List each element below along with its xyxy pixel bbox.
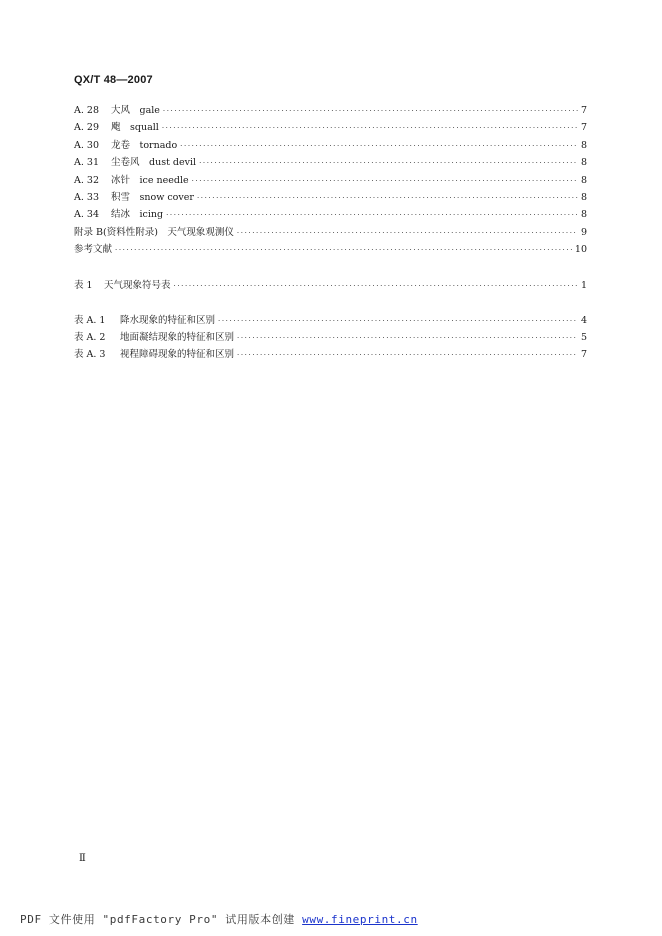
toc-entry-page: 9 xyxy=(580,227,587,238)
dot-leader xyxy=(180,139,578,153)
footer-link[interactable]: www.fineprint.cn xyxy=(302,913,418,926)
toc-entry[interactable] xyxy=(74,191,587,205)
toc-entry-page: 7 xyxy=(580,105,587,116)
toc-entry-page: 10 xyxy=(574,244,587,255)
dot-leader xyxy=(237,226,578,240)
toc-entry-title: 视程障碍现象的特征和区别 xyxy=(120,349,235,360)
toc-table-entry[interactable] xyxy=(74,348,587,362)
toc-entry-title: 参考文献 xyxy=(74,244,113,255)
toc-entry-number: A. 32 xyxy=(74,175,99,186)
toc-entry-page: 8 xyxy=(580,175,587,186)
toc-entry[interactable] xyxy=(74,139,587,153)
toc-entry-page: 7 xyxy=(580,349,587,360)
toc-entry[interactable] xyxy=(74,156,587,170)
toc-entry-title: 大风 gale xyxy=(111,105,160,116)
dot-leader xyxy=(163,104,578,118)
toc-entry-page: 8 xyxy=(580,209,587,220)
dot-leader xyxy=(197,191,578,205)
dot-leader xyxy=(237,331,578,345)
toc-entry[interactable] xyxy=(74,208,587,222)
toc-entry-number: A. 28 xyxy=(74,105,99,116)
toc-entry-references[interactable] xyxy=(74,243,587,257)
toc-entry-title: 飑 squall xyxy=(111,122,159,133)
dot-leader xyxy=(199,156,578,170)
toc-entry-number: 表 A. 3 xyxy=(74,349,106,360)
page-number: Ⅱ xyxy=(79,853,86,864)
toc-entry[interactable] xyxy=(74,174,587,188)
toc-entry-page: 8 xyxy=(580,192,587,203)
toc-entry[interactable] xyxy=(74,121,587,135)
dot-leader xyxy=(115,243,572,257)
toc-entry-number: 表 1 xyxy=(74,280,93,291)
toc-entry-page: 1 xyxy=(580,280,587,291)
pdf-footer xyxy=(20,911,418,927)
toc-table-entry[interactable] xyxy=(74,331,587,345)
footer-text: PDF 文件使用 "pdfFactory Pro" 试用版本创建 xyxy=(20,913,303,926)
toc-entry-title: 冰针 ice needle xyxy=(111,175,189,186)
toc-entry[interactable] xyxy=(74,104,587,118)
dot-leader xyxy=(162,121,578,135)
toc-entry-title: 尘卷风 dust devil xyxy=(111,157,197,168)
toc-entry-title: 地面凝结现象的特征和区别 xyxy=(120,332,235,343)
toc-entry-page: 4 xyxy=(580,315,587,326)
document-code: QX/T 48—2007 xyxy=(74,74,153,86)
toc-table-entry[interactable] xyxy=(74,314,587,328)
toc-entry-title: 积雪 snow cover xyxy=(111,192,194,203)
toc-entry-number: A. 30 xyxy=(74,140,99,151)
toc-entry-appendix[interactable] xyxy=(74,226,587,240)
toc-entry-title: 结冰 icing xyxy=(111,209,164,220)
toc-entry-number: 表 A. 2 xyxy=(74,332,106,343)
toc-entry-page: 7 xyxy=(580,122,587,133)
toc-entry-number: A. 34 xyxy=(74,209,99,220)
toc-entry-number: A. 31 xyxy=(74,157,99,168)
toc-table-entry[interactable] xyxy=(74,279,587,293)
dot-leader xyxy=(166,208,578,222)
toc-entry-title: 天气现象符号表 xyxy=(104,280,171,291)
toc-entry-title: 降水现象的特征和区别 xyxy=(120,315,216,326)
dot-leader xyxy=(218,314,578,328)
dot-leader xyxy=(192,174,578,188)
toc-entry-number: 表 A. 1 xyxy=(74,315,106,326)
toc-entry-title: 附录 B(资料性附录) 天气现象观测仪 xyxy=(74,227,234,238)
toc-entry-number: A. 33 xyxy=(74,192,99,203)
dot-leader xyxy=(174,279,578,293)
toc-entry-page: 8 xyxy=(580,157,587,168)
toc-entry-page: 8 xyxy=(580,140,587,151)
toc-entry-page: 5 xyxy=(580,332,587,343)
toc-entry-title: 龙卷 tornado xyxy=(111,140,178,151)
dot-leader xyxy=(237,348,578,362)
toc-entry-number: A. 29 xyxy=(74,122,99,133)
